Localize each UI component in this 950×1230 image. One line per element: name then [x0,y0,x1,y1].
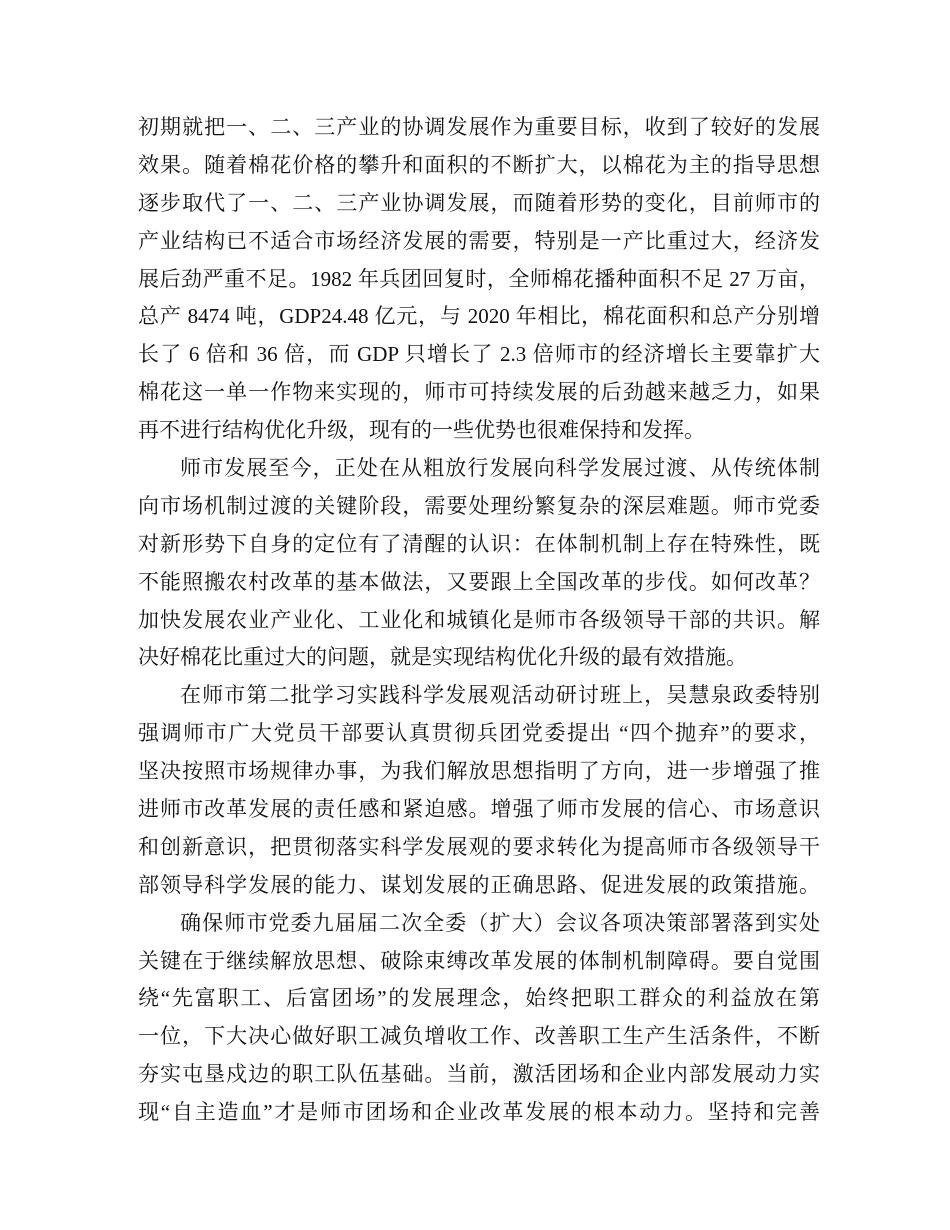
text-line: 总产 8474 吨，GDP24.48 亿元，与 2020 年相比，棉花面积和总产分别增 [138,304,820,329]
text-line: 加快发展农业产业化、工业化和城镇化是师市各级领导干部的共识。解 [138,607,820,632]
text-line: 在师市第二批学习实践科学发展观活动研讨班上，吴慧泉政委特别 [180,683,820,708]
text-line: 初期就把一、二、三产业的协调发展作为重要目标，收到了较好的发展 [138,115,820,139]
text-line: 现“自主造血”才是师市团场和企业改革发展的根本动力。坚持和完善 [138,1100,820,1125]
text-line: 进师市改革发展的责任感和紧迫感。增强了师市发展的信心、市场意识 [138,797,820,822]
text-line: 向市场机制过渡的关键阶段，需要处理纷繁复杂的深层难题。师市党委 [138,493,820,518]
text-line: 确保师市党委九届届二次全委（扩大）会议各项决策部署落到实处 [180,910,820,935]
text-line: 不能照搬农村改革的基本做法，又要跟上全国改革的步伐。如何改革？ [138,569,820,594]
text-line: 师市发展至今，正处在从粗放行发展向科学发展过渡、从传统体制 [180,456,820,481]
text-line: 产业结构已不适合市场经济发展的需要，特别是一产比重过大，经济发 [138,228,820,253]
paragraph-4 [138,905,820,1132]
text-line: 决好棉花比重过大的问题，就是实现结构优化升级的最有效措施。 [138,645,747,670]
text-line: 夯实屯垦戍边的职工队伍基础。当前，激活团场和企业内部发展动力实 [138,1062,820,1087]
text-line: 强调师市广大党员干部要认真贯彻兵团党委提出 “四个抛弃”的要求， [138,721,820,746]
text-line: 对新形势下自身的定位有了清醒的认识：在体制机制上存在特殊性，既 [138,531,820,556]
paragraph-3 [138,677,820,904]
text-line: 长了 6 倍和 36 倍，而 GDP 只增长了 2.3 倍师市的经济增长主要靠扩大 [138,342,820,367]
text-line: 一位，下大决心做好职工减负增收工作、改善职工生产生活条件，不断 [138,1024,820,1049]
text-line: 坚决按照市场规律办事，为我们解放思想指明了方向，进一步增强了推 [138,759,820,784]
paragraph-1 [138,109,820,450]
text-line: 再不进行结构优化升级，现有的一些优势也很难保持和发挥。 [138,418,705,443]
text-line: 棉花这一单一作物来实现的，师市可持续发展的后劲越来越乏力，如果 [138,380,820,405]
body-text [138,109,820,1132]
text-line: 部领导科学发展的能力、谋划发展的正确思路、促进发展的政策措施。 [138,872,820,897]
text-line: 逐步取代了一、二、三产业协调发展，而随着形势的变化，目前师市的 [138,190,820,215]
text-line: 效果。随着棉花价格的攀升和面积的不断扩大，以棉花为主的指导思想 [138,152,820,177]
text-line: 绕“先富职工、后富团场”的发展理念，始终把职工群众的利益放在第 [138,986,820,1011]
text-line: 展后劲严重不足。1982 年兵团回复时，全师棉花播种面积不足 27 万亩， [138,266,820,291]
paragraph-2 [138,450,820,677]
text-line: 关键在于继续解放思想、破除束缚改革发展的体制机制障碍。要自觉围 [138,948,820,973]
text-line: 和创新意识，把贯彻落实科学发展观的要求转化为提高师市各级领导干 [138,834,820,859]
